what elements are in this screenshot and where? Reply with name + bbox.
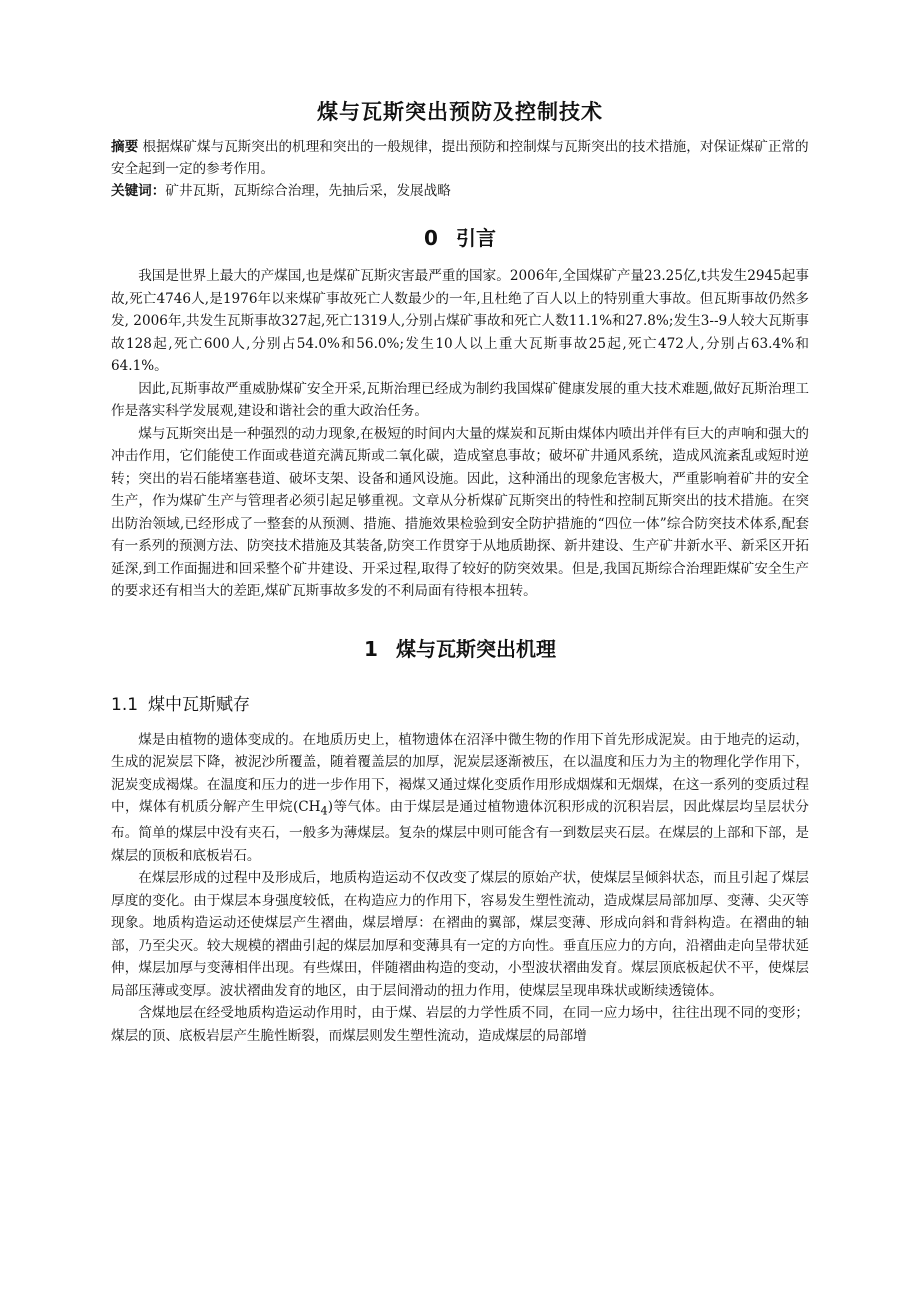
methane-subscript: 4: [320, 803, 328, 818]
gas-paragraph-3: 含煤地层在经受地质构造运动作用时，由于煤、岩层的力学性质不同，在同一应力场中，往往出现不同的变形；煤层的顶、底板岩层产生脆性断裂，而煤层则发生塑性流动，造成煤层的局部增: [111, 1005, 809, 1044]
section-title: 煤与瓦斯突出机理: [395, 636, 556, 661]
keywords-label: 关键词: [111, 183, 152, 199]
intro-paragraph-3: 煤与瓦斯突出是一种强烈的动力现象,在极短的时间内大量的煤炭和瓦斯由煤体内喷出并伴有巨大的声响和强大的冲击作用，它们能使工作面或巷道充满瓦斯或二氧化碳，造成窒息事故；破坏矿井通风系统，造成风流紊乱或短时逆转；突出的岩石能堵塞巷道、破坏支架、设备和通风设施。因此，这种涌出的现象危害极大，严重影响着矿井的安全生产，作为煤矿生产与管理者必须引起足够重视。文章从分析煤矿瓦斯突出的特性和控制瓦斯突出的技术措施。在突出防治领域,已经形成了一整套的从预测、措施、措施效果检验到安全防护措施的“四位一体”综合防突技术体系,配套有一系列的预测方法、防突技术措施及其装备,防突工作贯穿于从地质勘探、新井建设、生产矿井新水平、新采区开拓延深,到工作面掘进和回采整个矿井建设、开采过程,取得了较好的防突效果。但是,我国瓦斯综合治理距煤矿安全生产的要求还有相当大的差距,煤矿瓦斯事故多发的不利局面有待根本扭转。: [111, 425, 809, 599]
abstract-text: 根据煤矿煤与瓦斯突出的机理和突出的一般规律，提出预防和控制煤与瓦斯突出的技术措施，对保证煤矿正常的安全起到一定的参考作用。: [111, 139, 809, 177]
paper-title: 煤与瓦斯突出预防及控制技术: [317, 99, 603, 124]
section-number: 1: [364, 636, 378, 661]
gas-paragraph-1-text-a: 煤是由植物的遗体变成的。在地质历史上，植物遗体在沼泽中微生物的作用下首先形成泥炭。由于地壳的运动，生成的泥炭层下降，被泥沙所覆盖，随着覆盖层的加厚，泥炭层逐渐被压，在以温度和压力为主的物理化学作用下，泥炭变成褐煤。在温度和压力的进一步作用下，褐煤又通过煤化变质作用形成烟煤和无烟煤，在这一系列的变质过程中，煤体有机质分解产生甲烷(CH: [111, 731, 809, 815]
section-heading-mechanism: [111, 633, 809, 662]
subsection-title: 煤中瓦斯赋存: [148, 694, 251, 715]
document-page: [111, 88, 809, 1047]
keywords-text: 矿井瓦斯，瓦斯综合治理，先抽后采，发展战略: [165, 183, 451, 199]
abstract-label: 摘要: [111, 139, 139, 155]
gas-paragraph-1: [111, 729, 809, 868]
section-heading-intro: [111, 222, 809, 251]
section-number: 0: [424, 226, 438, 250]
intro-paragraph-2: 因此,瓦斯事故严重威胁煤矿安全开采,瓦斯治理已经成为制约我国煤矿健康发展的重大技术难题,做好瓦斯治理工作是落实科学发展观,建设和谐社会的重大政治任务。: [111, 380, 809, 419]
gas-paragraph-1-text-b: )等气体。由于煤层是通过植物遗体沉积形成的沉积岩层，因此煤层均呈层状分布。简单的煤层中没有夹石，一般多为薄煤层。复杂的煤层中则可能含有一到数层夹石层。在煤层的上部和下部，是煤层的顶板和底板岩石。: [111, 799, 809, 864]
subsection-heading-gas-occurrence: [111, 690, 809, 715]
intro-paragraph-1: 我国是世界上最大的产煤国,也是煤矿瓦斯灾害最严重的国家。2006年,全国煤矿产量23.25亿,t共发生2945起事故,死亡4746人,是1976年以来煤矿事故死亡人数最少的一年,且杜绝了百人以上的特别重大事故。但瓦斯事故仍然多发, 2006年,共发生瓦斯事故327起,死亡1319人,分别占煤矿事故和死亡人数11.1%和27.8%;发生3--9人较大瓦斯事故128起,死亡600人,分别占54.0%和56.0%;发生10人以上重大瓦斯事故25起,死亡472人,分别占63.4%和64.1%。: [111, 268, 809, 374]
subsection-number: 1.1: [111, 694, 139, 715]
keywords: [111, 180, 809, 202]
keywords-separator: ：: [151, 183, 166, 199]
section-title: 引言: [455, 226, 496, 250]
abstract: [111, 136, 809, 180]
gas-paragraph-2: 在煤层形成的过程中及形成后，地质构造运动不仅改变了煤层的原始产状，使煤层呈倾斜状态，而且引起了煤层厚度的变化。由于煤层本身强度较低，在构造应力的作用下，容易发生塑性流动，造成煤层局部加厚、变薄、尖灭等现象。地质构造运动还使煤层产生褶曲，煤层增厚：在褶曲的翼部，煤层变薄、形成向斜和背斜构造。在褶曲的轴部，乃至尖灭。较大规模的褶曲引起的煤层加厚和变薄具有一定的方向性。垂直压应力的方向，沿褶曲走向呈带状延伸，煤层加厚与变薄相伴出现。有些煤田，伴随褶曲构造的变动，小型波状褶曲发育。煤层顶底板起伏不平，使煤层局部压薄或变厚。波状褶曲发育的地区，由于层间滑动的扭力作用，使煤层呈现串珠状或断续透镜体。: [111, 870, 809, 999]
